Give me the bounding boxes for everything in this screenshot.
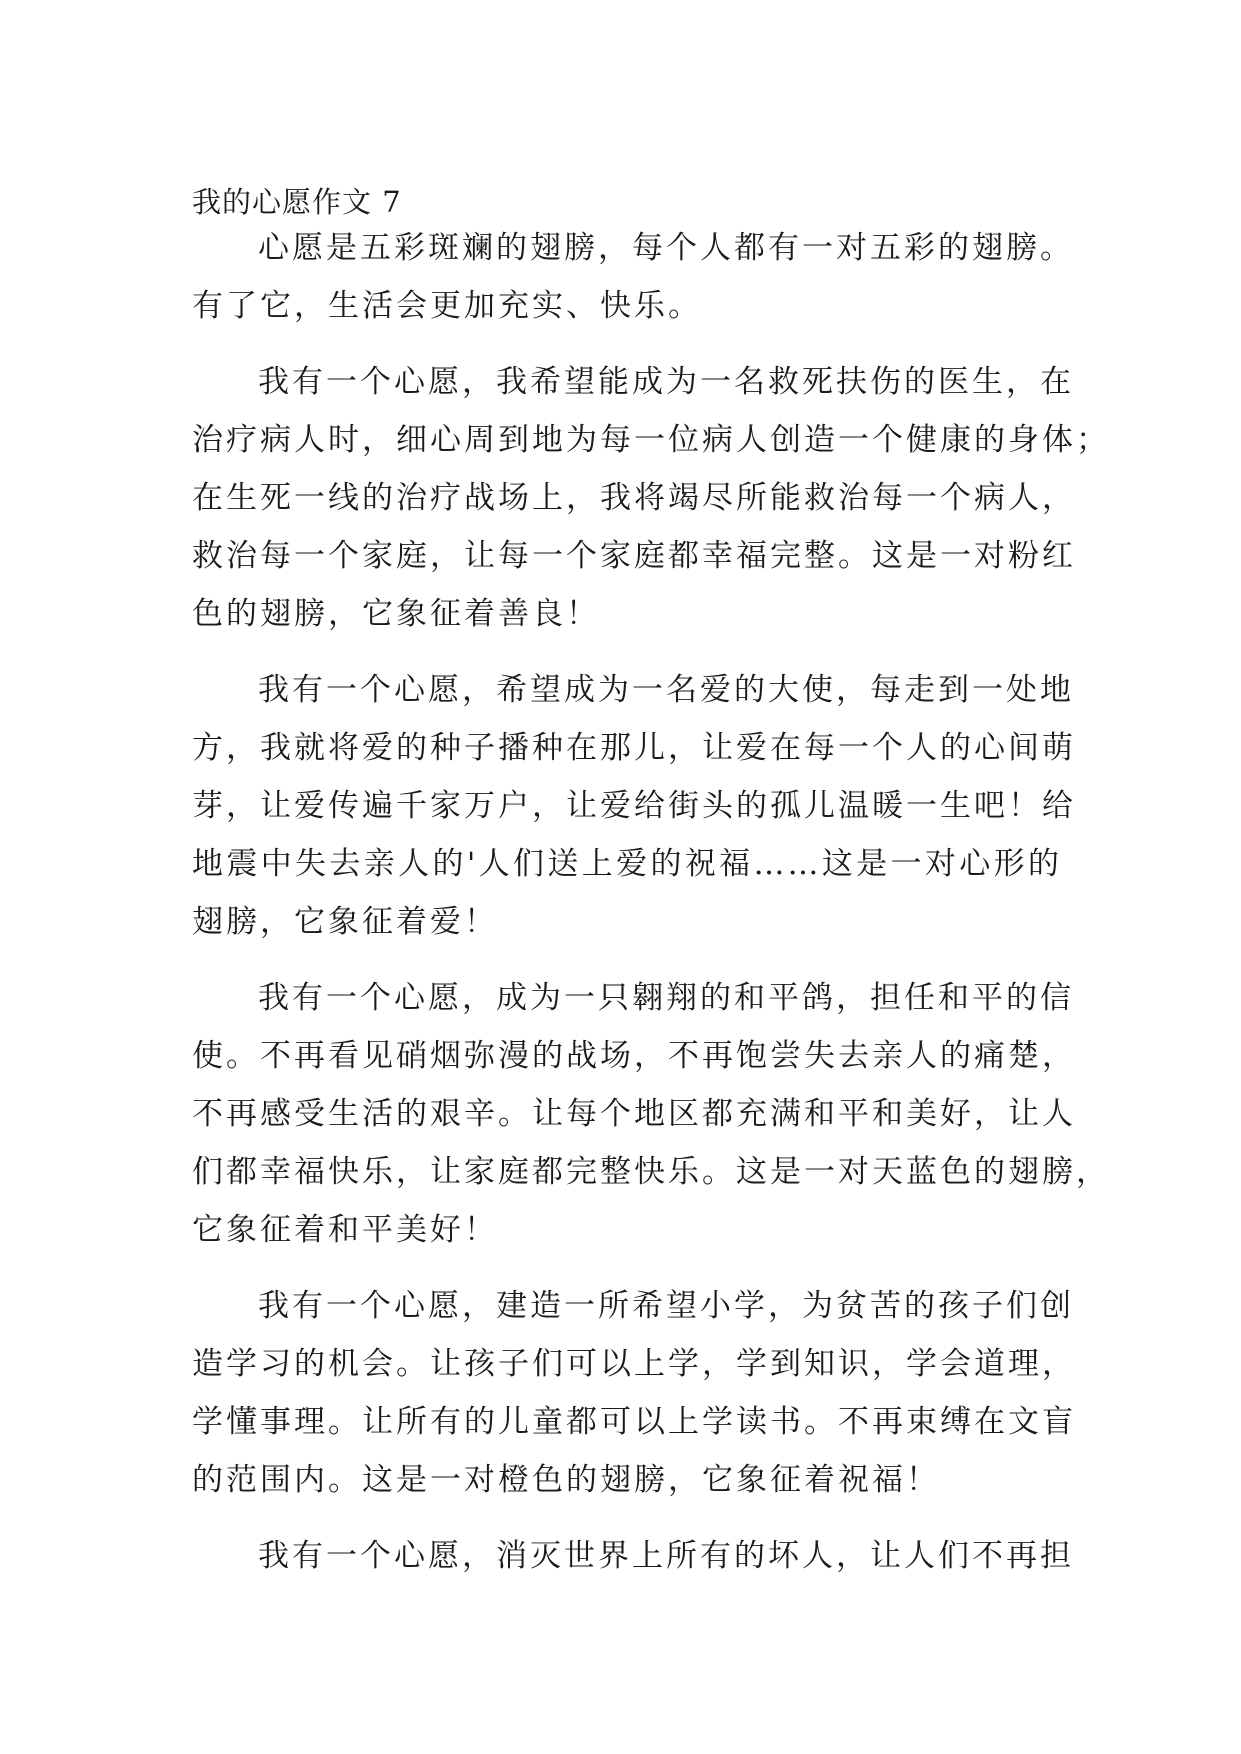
paragraph-line: 治疗病人时，细心周到地为每一位病人创造一个健康的身体； [192, 422, 1110, 458]
paragraph-line: 我有一个心愿，我希望能成为一名救死扶伤的医生，在 [258, 364, 1074, 400]
paragraph-line: 救治每一个家庭，让每一个家庭都幸福完整。这是一对粉红 [192, 538, 1076, 574]
paragraph-line: 翅膀，它象征着爱！ [192, 904, 498, 940]
paragraph-line: 使。不再看见硝烟弥漫的战场，不再饱尝失去亲人的痛楚， [192, 1038, 1076, 1074]
paragraph [192, 362, 1110, 652]
paragraph-line: 们都幸福快乐，让家庭都完整快乐。这是一对天蓝色的翅膀， [192, 1154, 1110, 1190]
paragraph-line: 色的翅膀，它象征着善良！ [192, 596, 600, 632]
paragraph-line: 方，我就将爱的种子播种在那儿，让爱在每一个人的心间萌 [192, 730, 1076, 766]
paragraph-list [192, 228, 1110, 1594]
paragraph-line: 在生死一线的治疗战场上，我将竭尽所能救治每一个病人， [192, 480, 1076, 516]
paragraph-line: 学懂事理。让所有的儿童都可以上学读书。不再束缚在文盲 [192, 1404, 1076, 1440]
paragraph-line: 造学习的机会。让孩子们可以上学，学到知识，学会道理， [192, 1346, 1076, 1382]
paragraph-line: 的范围内。这是一对橙色的翅膀，它象征着祝福！ [192, 1462, 940, 1498]
paragraph-line: 不再感受生活的艰辛。让每个地区都充满和平和美好，让人 [192, 1096, 1076, 1132]
paragraph-line: 我有一个心愿，希望成为一名爱的大使，每走到一处地 [258, 672, 1074, 708]
paragraph [192, 978, 1110, 1268]
paragraph-line: 它象征着和平美好！ [192, 1212, 498, 1248]
paragraph [192, 670, 1076, 960]
paragraph-line: 我有一个心愿，消灭世界上所有的坏人，让人们不再担 [258, 1538, 1074, 1574]
paragraph-line: 我有一个心愿，建造一所希望小学，为贫苦的孩子们创 [258, 1288, 1074, 1324]
paragraph-line: 有了它，生活会更加充实、快乐。 [192, 288, 702, 324]
paragraph [192, 1286, 1076, 1518]
document-title: 我的心愿作文 7 [192, 185, 402, 219]
paragraph-line: 心愿是五彩斑斓的翅膀，每个人都有一对五彩的翅膀。 [258, 230, 1074, 266]
paragraph [192, 1536, 1074, 1594]
paragraph [192, 228, 1074, 344]
document-body [192, 182, 1110, 1594]
paragraph-line: 我有一个心愿，成为一只翱翔的和平鸽，担任和平的信 [258, 980, 1074, 1016]
paragraph-line: 芽，让爱传遍千家万户，让爱给街头的孤儿温暖一生吧！给 [192, 788, 1076, 824]
paragraph-line: 地震中失去亲人的'人们送上爱的祝福……这是一对心形的 [192, 846, 1062, 882]
